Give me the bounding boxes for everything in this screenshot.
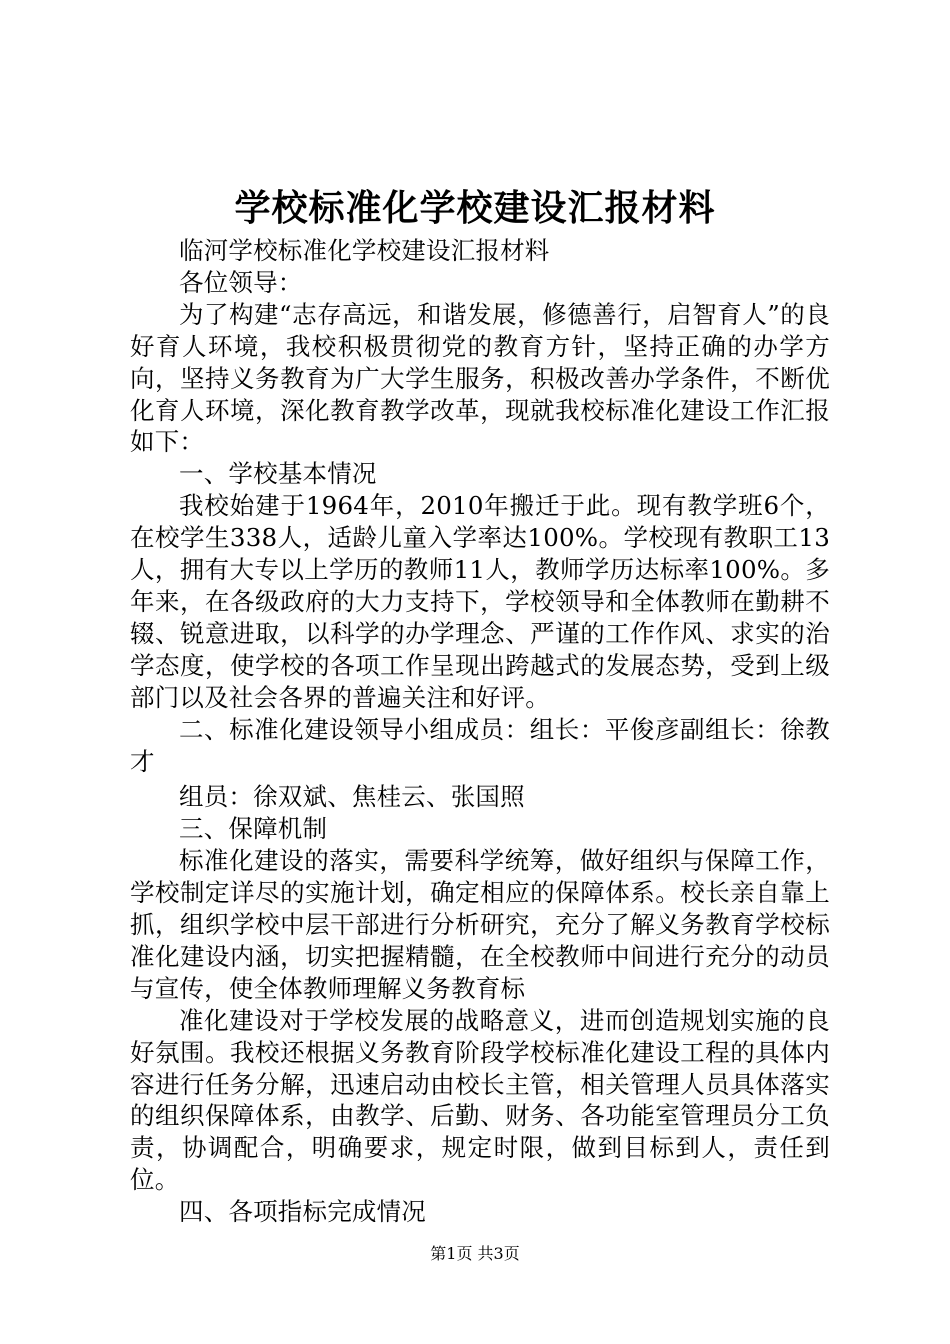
paragraph-basic-info: 我校始建于1964年，2010年搬迁于此。现有教学班6个，在校学生338人，适龄儿童入学率达100%。学校现有教职工13人，拥有大专以上学历的教师11人，教师学历达标率100%。多年来，在各级政府的大力支持下，学校领导和全体教师在勤耕不辍、锐意进取，以科学的办学理念、严谨的工作作风、求实的治学态度，使学校的各项工作呈现出跨越式的发展态势，受到上级部门以及社会各界的普遍关注和好评。 — [130, 491, 830, 712]
page-footer: 第1页 共3页 — [430, 1244, 520, 1263]
paragraph-members: 组员：徐双斌、焦桂云、张国照 — [179, 782, 525, 812]
section-heading-leadership: 二、标准化建设领导小组成员：组长：平俊彦副组长：徐教才 — [130, 714, 830, 776]
paragraph-mechanism-2: 准化建设对于学校发展的战略意义，进而创造规划实施的良好氛围。我校还根据义务教育阶段学校标准化建设工程的具体内容进行任务分解，迅速启动由校长主管，相关管理人员具体落实的组织保障体系，由教学、后勤、财务、各功能室管理员分工负责，协调配合，明确要求，规定时限，做到目标到人，责任到位。 — [130, 1005, 830, 1195]
section-heading-basic-info: 一、学校基本情况 — [179, 459, 377, 489]
paragraph-subtitle: 临河学校标准化学校建设汇报材料 — [179, 236, 550, 265]
paragraph-intro: 为了构建“志存高远，和谐发展，修德善行，启智育人”的良好育人环境，我校积极贯彻党的教育方针，坚持正确的办学方向，坚持义务教育为广大学生服务，积极改善办学条件，不断优化育人环境，深化教育教学改革，现就我校标准化建设工作汇报如下： — [130, 299, 830, 457]
section-heading-indicators: 四、各项指标完成情况 — [179, 1197, 426, 1227]
paragraph-mechanism-1: 标准化建设的落实，需要科学统筹，做好组织与保障工作，学校制定详尽的实施计划，确定相应的保障体系。校长亲自靠上抓，组织学校中层干部进行分析研究，充分了解义务教育学校标准化建设内涵，切实把握精髓，在全校教师中间进行充分的动员与宣传，使全体教师理解义务教育标 — [130, 846, 830, 1003]
document-title: 学校标准化学校建设汇报材料 — [234, 187, 716, 229]
paragraph-salutation: 各位领导： — [179, 267, 303, 297]
section-heading-mechanism: 三、保障机制 — [179, 814, 328, 844]
document-body — [130, 235, 830, 1228]
